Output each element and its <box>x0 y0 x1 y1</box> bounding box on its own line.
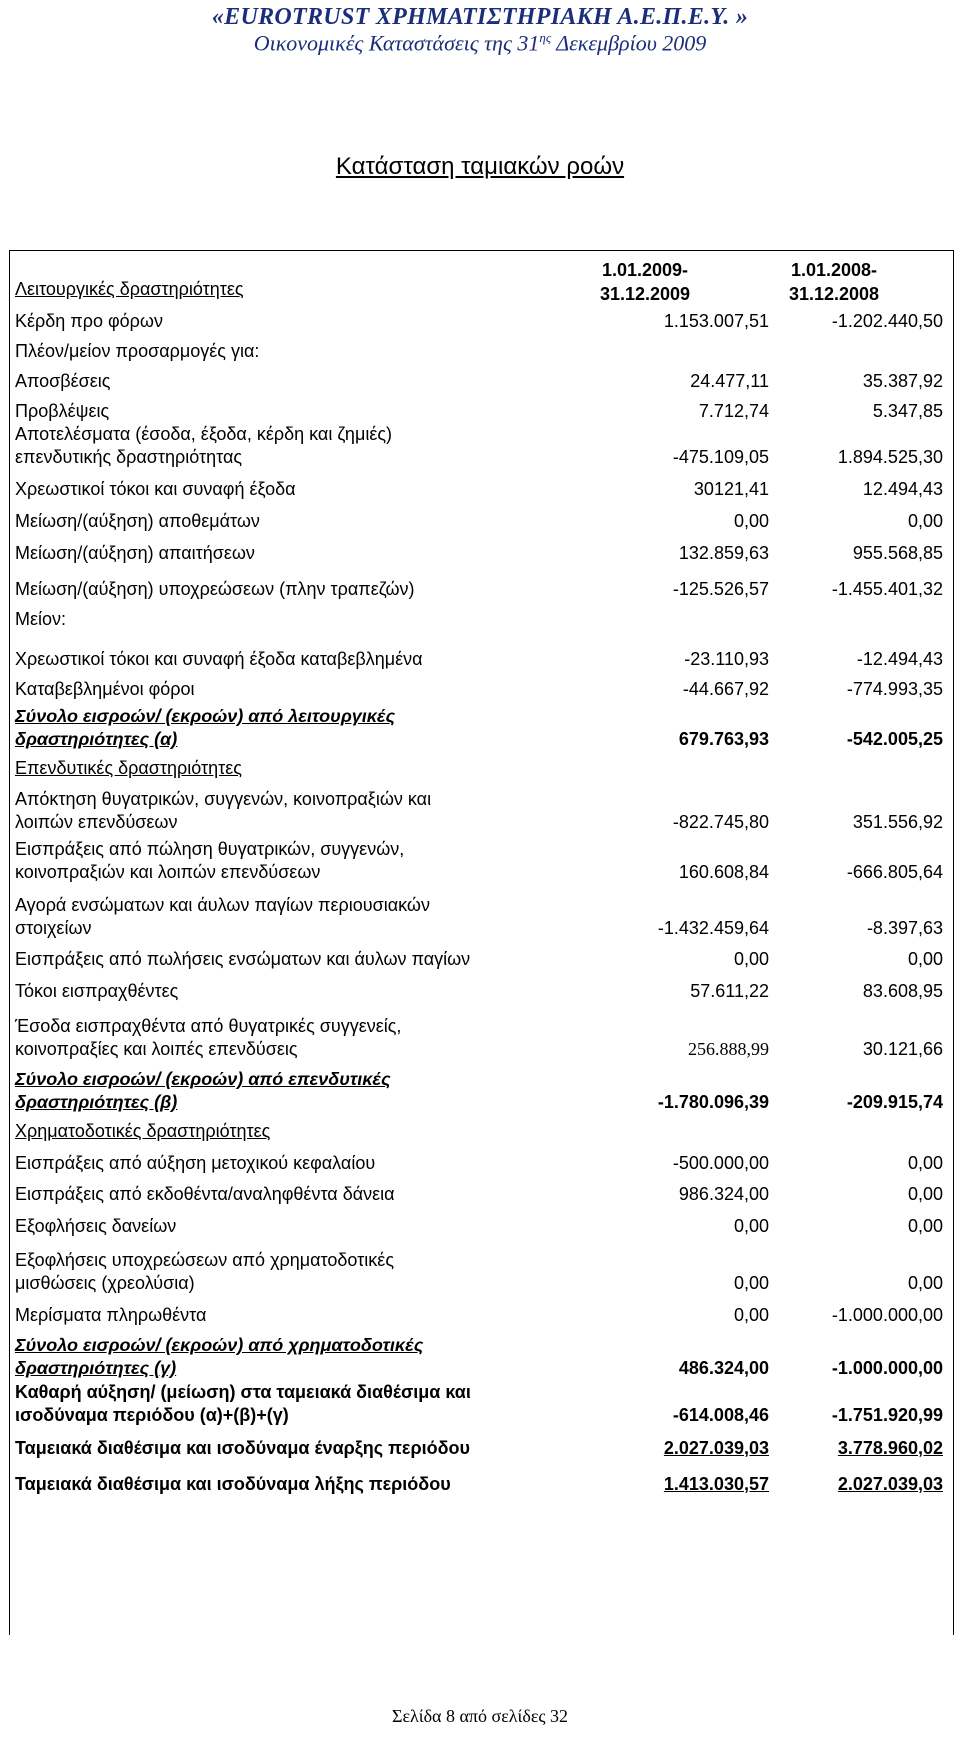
row-label: Εισπράξεις από εκδοθέντα/αναληφθέντα δάνεια <box>15 1184 395 1204</box>
row-label: Αποσβέσεις <box>15 371 111 391</box>
value-2009: 1.153.007,51 <box>663 311 769 331</box>
row-label: Μείωση/(αύξηση) υποχρεώσεων (πλην τραπεζών) <box>15 579 415 599</box>
row-label: Εισπράξεις από αύξηση μετοχικού κεφαλαίου <box>15 1153 376 1173</box>
value-2009: -822.745,80 <box>672 812 769 832</box>
value-2008: 0,00 <box>907 1273 943 1293</box>
row-label: λοιπών επενδύσεων <box>15 812 178 832</box>
section-heading-investing: Επενδυτικές δραστηριότητες <box>15 758 242 778</box>
row-label: Εξοφλήσεις υποχρεώσεων από χρηματοδοτικές <box>15 1250 394 1270</box>
row-label: Έσοδα εισπραχθέντα από θυγατρικές συγγενείς, <box>15 1016 402 1036</box>
row-label: στοιχείων <box>15 918 92 938</box>
value-2009: -125.526,57 <box>672 579 769 599</box>
column-header-2009-line1: 1.01.2009- <box>601 260 689 280</box>
value-2009: -614.008,46 <box>672 1405 769 1425</box>
subtotal-label: δραστηριότητες (β) <box>15 1092 178 1112</box>
cash-flow-table <box>9 250 954 1635</box>
row-label: Καθαρή αύξηση/ (μείωση) στα ταμειακά διαθέσιμα και <box>15 1382 471 1402</box>
value-2008: 0,00 <box>907 949 943 969</box>
value-2009: -23.110,93 <box>684 649 769 669</box>
value-2008: 1.894.525,30 <box>837 447 943 467</box>
value-2008: -542.005,25 <box>846 729 943 749</box>
value-2008: 83.608,95 <box>862 981 943 1001</box>
value-2009: 30121,41 <box>693 479 769 499</box>
value-2008: -209.915,74 <box>846 1092 943 1112</box>
value-2009: 2.027.039,03 <box>663 1438 769 1458</box>
row-label: Εισπράξεις από πωλήσεις ενσώματων και άυλων παγίων <box>15 949 471 969</box>
value-2008: -12.494,43 <box>856 649 943 669</box>
value-2009: 0,00 <box>733 1216 769 1236</box>
value-2009: -1.432.459,64 <box>657 918 769 938</box>
row-label: κοινοπραξίες και λοιπές επενδύσεις <box>15 1039 298 1059</box>
value-2008: -1.751.920,99 <box>831 1405 943 1425</box>
row-label: Προβλέψεις <box>15 401 110 421</box>
value-2008: -1.000.000,00 <box>831 1358 943 1378</box>
value-2009: 132.859,63 <box>678 543 769 563</box>
row-label: Μερίσματα πληρωθέντα <box>15 1305 207 1325</box>
value-2009: 7.712,74 <box>698 401 769 421</box>
value-2008: 351.556,92 <box>852 812 943 832</box>
row-label: Πλέον/μείον προσαρμογές για: <box>15 341 260 361</box>
value-2008: 30.121,66 <box>862 1039 943 1059</box>
value-2008: -1.000.000,00 <box>831 1305 943 1325</box>
value-2009: 0,00 <box>733 1305 769 1325</box>
subtotal-label: Σύνολο εισροών/ (εκροών) από λειτουργικές <box>15 706 396 726</box>
value-2009: 256.888,99 <box>688 1039 769 1059</box>
row-label: Εισπράξεις από πώληση θυγατρικών, συγγενών, <box>15 839 405 859</box>
row-label: Μείωση/(αύξηση) αποθεμάτων <box>15 511 260 531</box>
value-2009: 0,00 <box>733 1273 769 1293</box>
value-2008: 955.568,85 <box>852 543 943 563</box>
page-title: Κατάσταση ταμιακών ροών <box>335 153 625 180</box>
row-label: Αγορά ενσώματων και άυλων παγίων περιουσιακών <box>15 895 430 915</box>
column-header-2008-line1: 1.01.2008- <box>790 260 878 280</box>
row-label: Χρεωστικοί τόκοι και συναφή έξοδα καταβεβλημένα <box>15 649 423 669</box>
value-2008: -666.805,64 <box>846 862 943 882</box>
value-2009: 986.324,00 <box>678 1184 769 1204</box>
subtotal-label: Σύνολο εισροών/ (εκροών) από χρηματοδοτικές <box>15 1335 424 1355</box>
row-label: Ταμειακά διαθέσιμα και ισοδύναμα έναρξης περιόδου <box>15 1438 470 1458</box>
subtotal-label: δραστηριότητες (γ) <box>15 1358 177 1378</box>
row-label: Κέρδη προ φόρων <box>15 311 163 331</box>
section-heading-financing: Χρηματοδοτικές δραστηριότητες <box>15 1121 271 1141</box>
row-label: Τόκοι εισπραχθέντες <box>15 981 179 1001</box>
value-2009: -1.780.096,39 <box>657 1092 769 1112</box>
row-label: κοινοπραξιών και λοιπών επενδύσεων <box>15 862 321 882</box>
row-label: μισθώσεις (χρεολύσια) <box>15 1273 195 1293</box>
value-2009: -475.109,05 <box>672 447 769 467</box>
row-label: Χρεωστικοί τόκοι και συναφή έξοδα <box>15 479 296 499</box>
row-label: ισοδύναμα περιόδου (α)+(β)+(γ) <box>15 1405 289 1425</box>
value-2008: 0,00 <box>907 1184 943 1204</box>
subtitle-prefix: Οικονομικές Καταστάσεις της 31 <box>253 30 540 56</box>
subtotal-label: Σύνολο εισροών/ (εκροών) από επενδυτικές <box>15 1069 391 1089</box>
row-label: Απόκτηση θυγατρικών, συγγενών, κοινοπραξιών και <box>15 789 432 809</box>
value-2009: -44.667,92 <box>682 679 769 699</box>
value-2008: 12.494,43 <box>862 479 943 499</box>
subtitle-superscript: ης <box>539 30 552 45</box>
company-header: «EUROTRUST ΧΡΗΜΑΤΙΣΤΗΡΙΑΚΗ Α.Ε.Π.Ε.Υ. » <box>211 4 749 30</box>
row-label: Καταβεβλημένοι φόροι <box>15 679 195 699</box>
value-2008: 0,00 <box>907 1153 943 1173</box>
column-header-2009-line2: 31.12.2009 <box>599 284 691 304</box>
row-label: Ταμειακά διαθέσιμα και ισοδύναμα λήξης περιόδου <box>15 1474 451 1494</box>
value-2008: 3.778.960,02 <box>837 1438 943 1458</box>
value-2008: 0,00 <box>907 511 943 531</box>
page-number: Σελίδα 8 από σελίδες 32 <box>391 1706 569 1726</box>
value-2008: 2.027.039,03 <box>837 1474 943 1494</box>
row-label: Μείωση/(αύξηση) απαιτήσεων <box>15 543 255 563</box>
row-label: Μείον: <box>15 609 67 629</box>
value-2009: 160.608,84 <box>678 862 769 882</box>
statements-subtitle <box>0 30 960 56</box>
value-2009: 1.413.030,57 <box>663 1474 769 1494</box>
section-heading-operating: Λειτουργικές δραστηριότητες <box>15 279 244 299</box>
subtitle-suffix: Δεκεμβρίου 2009 <box>551 30 707 56</box>
value-2008: 5.347,85 <box>872 401 943 421</box>
value-2009: -500.000,00 <box>672 1153 769 1173</box>
row-label: επενδυτικής δραστηριότητας <box>15 447 243 467</box>
value-2008: -774.993,35 <box>846 679 943 699</box>
row-label: Αποτελέσματα (έσοδα, έξοδα, κέρδη και ζημιές) <box>15 424 393 444</box>
value-2008: -1.202.440,50 <box>831 311 943 331</box>
column-header-2008 <box>764 258 904 306</box>
value-2008: -8.397,63 <box>866 918 943 938</box>
value-2009: 24.477,11 <box>690 371 769 391</box>
value-2009: 57.611,22 <box>690 981 769 1001</box>
column-header-2008-line2: 31.12.2008 <box>788 284 880 304</box>
value-2009: 486.324,00 <box>678 1358 769 1378</box>
value-2009: 0,00 <box>733 949 769 969</box>
value-2008: -1.455.401,32 <box>831 579 943 599</box>
column-header-2009 <box>575 258 715 306</box>
row-label: Εξοφλήσεις δανείων <box>15 1216 177 1236</box>
value-2008: 35.387,92 <box>862 371 943 391</box>
subtotal-label: δραστηριότητες (α) <box>15 729 178 749</box>
value-2008: 0,00 <box>907 1216 943 1236</box>
value-2009: 679.763,93 <box>678 729 769 749</box>
value-2009: 0,00 <box>733 511 769 531</box>
